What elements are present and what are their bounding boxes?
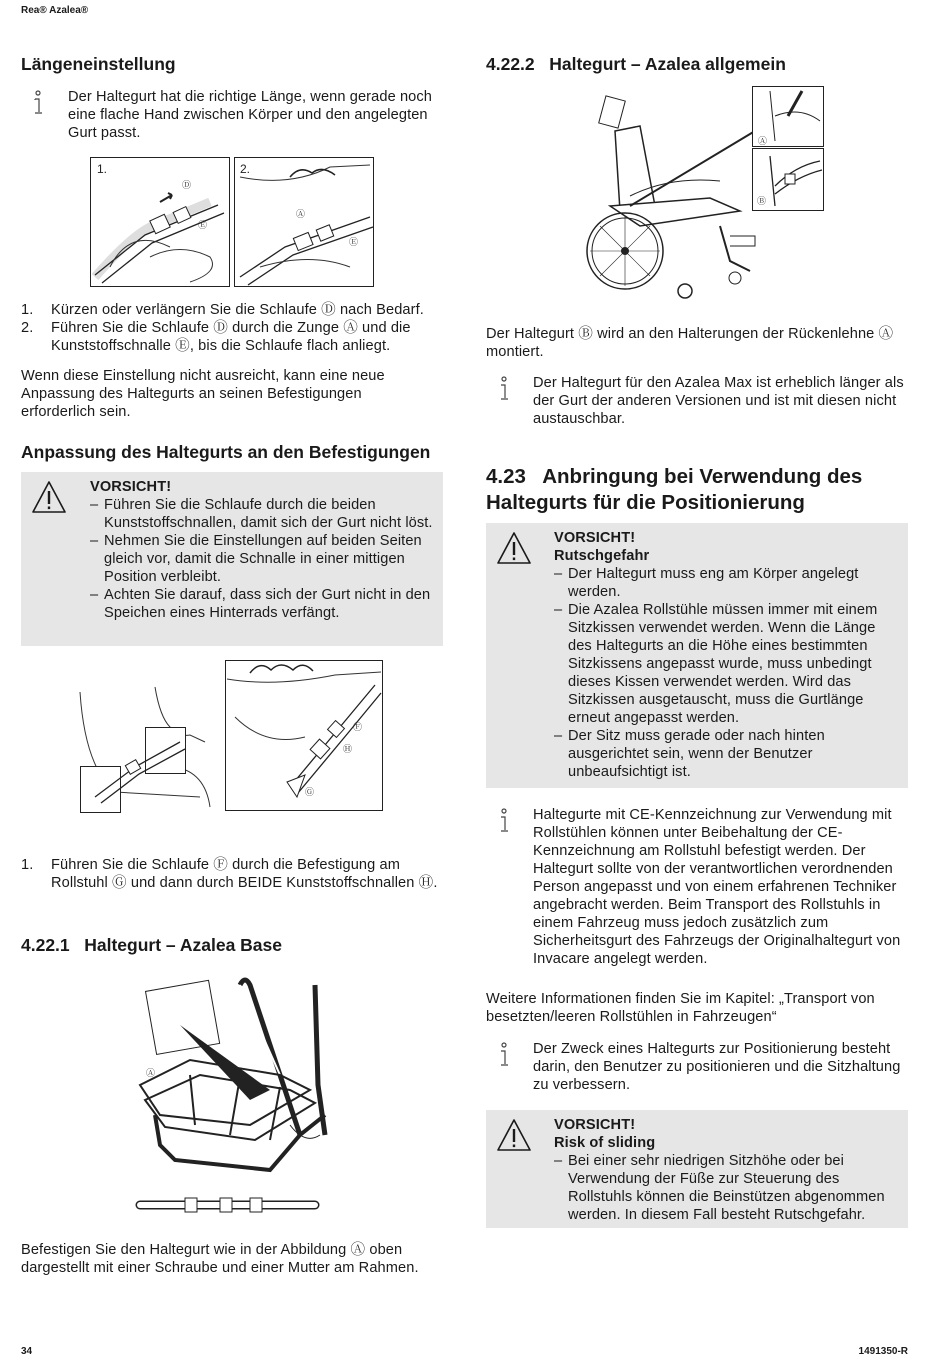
page-number: 34	[21, 1346, 33, 1357]
warning-box-anpassung	[21, 472, 443, 646]
list-item: 1. Führen Sie die Schlaufe Ⓕ durch die Befestigung am Rollstuhl Ⓖ und dann durch BEIDE Kunststoffschnallen Ⓗ.	[21, 857, 438, 891]
callout-d: Ⓓ	[182, 181, 192, 191]
note-laenge: Der Haltegurt hat die richtige Länge, wenn gerade noch eine flache Hand zwischen Körper und den angelegten Gurt passt.	[68, 89, 432, 141]
fig-label-1: 1.	[97, 162, 108, 176]
running-header: Rea® Azalea®	[21, 5, 89, 16]
figure-azalea-wheelchair	[570, 86, 825, 311]
callout-e: Ⓔ	[198, 221, 208, 231]
heading-base: 4.22.1 Haltegurt – Azalea Base	[21, 935, 283, 955]
list-item: – Bei einer sehr niedrigen Sitzhöhe oder bei Verwendung der Füße zur Steuerung des Rollstuhls können die Beinstützen abgenommen werden. In diesem Fall besteht Rutschgefahr.	[554, 1152, 899, 1224]
para-transport: Weitere Informationen finden Sie im Kapitel: „Transport von besetzten/leeren Rollstühlen in Fahrzeugen“	[486, 991, 875, 1025]
steps-laenge	[21, 301, 441, 355]
warning-title: VORSICHT!	[90, 479, 172, 495]
callout-a: Ⓐ	[146, 1069, 156, 1079]
para-allgemein: Der Haltegurt Ⓑ wird an den Halterungen der Rückenlehne Ⓐ montiert.	[486, 326, 894, 360]
list-item: 1. Kürzen oder verlängern Sie die Schlaufe Ⓓ nach Bedarf.	[21, 302, 424, 318]
list-item: – Achten Sie darauf, dass sich der Gurt nicht in den Speichen eines Hinterrads verfängt.	[90, 586, 435, 622]
list-item: – Die Azalea Rollstühle müssen immer mit einem Sitzkissen verwendet werden. Wenn die Länge des Haltegurts an die Höhe eines bestimmten Sitzkissens angepasst wurde, muss unbedingt dieses Kissen verwendet werden. Wird das Sitzkissen ausgetauscht, muss die Gurtlänge erneut angepasst werden.	[554, 601, 899, 727]
warning-subtitle: Risk of sliding	[554, 1135, 656, 1151]
heading-allgemein: 4.22.2 Haltegurt – Azalea allgemein	[486, 54, 786, 74]
heading-laengeneinstellung: Längeneinstellung	[21, 54, 176, 74]
warning-title: VORSICHT!	[554, 530, 636, 546]
callout-h: Ⓗ	[343, 745, 353, 755]
callout-a: Ⓐ	[296, 210, 306, 220]
fig-label-2: 2.	[240, 162, 251, 176]
warning-box-rutschgefahr	[486, 523, 908, 788]
list-item: – Führen Sie die Schlaufe durch die beiden Kunststoffschnallen, damit sich der Gurt nicht löst.	[90, 496, 435, 532]
document-number: 1491350-R	[858, 1346, 908, 1357]
list-item: – Nehmen Sie die Einstellungen auf beiden Seiten gleich vor, damit die Schnalle in einer mittigen Position verbleibt.	[90, 532, 435, 586]
figure-azalea-base-frame	[130, 975, 330, 1225]
heading-4-23: 4.23 Anbringung bei Verwendung des Haltegurts für die Positionierung	[486, 465, 868, 514]
warning-box-sliding	[486, 1110, 908, 1228]
steps-anpassung	[21, 856, 441, 892]
warning-list	[554, 1152, 899, 1224]
info-icon	[30, 90, 46, 116]
warning-subtitle: Rutschgefahr	[554, 548, 650, 564]
callout-e-2: Ⓔ	[349, 238, 359, 248]
warning-list	[90, 496, 435, 622]
warning-list	[554, 565, 899, 781]
info-icon	[496, 376, 512, 402]
para-base: Befestigen Sie den Haltegurt wie in der Abbildung Ⓐ oben dargestellt mit einer Schraube und einer Mutter am Rahmen.	[21, 1242, 419, 1276]
callout-f: Ⓕ	[353, 723, 363, 733]
note-ce: Haltegurte mit CE-Kennzeichnung zur Verwendung mit Rollstühlen können unter Beibehaltung der CE-Kennzeichnung am Rollstuhl befestigt werden. Der Haltegurt sollte von der verantwortlichen verordnenden Person angepasst und von einem erfahrenen Techniker angebracht werden. Beim Transport des Rollstuhls in einem Fahrzeug muss jedoch zusätzlich zum Sicherheitsgurt des Fahrzeugs der Originalhaltegurt von Invacare angelegt werden.	[533, 807, 901, 967]
warning-triangle-icon	[31, 480, 67, 514]
warning-triangle-icon	[496, 1118, 532, 1152]
callout-a: Ⓐ	[758, 137, 768, 147]
list-item: – Der Haltegurt muss eng am Körper angelegt werden.	[554, 565, 899, 601]
info-icon	[496, 808, 512, 834]
note-max: Der Haltegurt für den Azalea Max ist erheblich länger als der Gurt der anderen Versionen und ist mit diesen nicht austauschbar.	[533, 375, 904, 427]
callout-g: Ⓖ	[305, 788, 315, 798]
figure-strap-fastening	[75, 657, 385, 817]
list-item: 2. Führen Sie die Schlaufe Ⓓ durch die Zunge Ⓐ und die Kunststoffschnalle Ⓔ, bis die Schlaufe flach anliegt.	[21, 320, 411, 354]
list-item: – Der Sitz muss gerade oder nach hinten ausgerichtet sein, wenn der Benutzer unbeaufsichtigt ist.	[554, 727, 899, 781]
para-einstellung: Wenn diese Einstellung nicht ausreicht, kann eine neue Anpassung des Haltegurts an seinen Befestigungen erforderlich sein.	[21, 368, 385, 420]
heading-anpassung: Anpassung des Haltegurts an den Befestigungen	[21, 442, 431, 462]
figure-length-adjustment	[90, 157, 374, 287]
warning-title: VORSICHT!	[554, 1117, 636, 1133]
warning-triangle-icon	[496, 531, 532, 565]
callout-b: Ⓑ	[757, 197, 767, 207]
info-icon	[496, 1042, 512, 1068]
note-zweck: Der Zweck eines Haltegurts zur Positionierung besteht darin, den Benutzer zu positionieren und die Sitzhaltung zu verbessern.	[533, 1041, 901, 1093]
